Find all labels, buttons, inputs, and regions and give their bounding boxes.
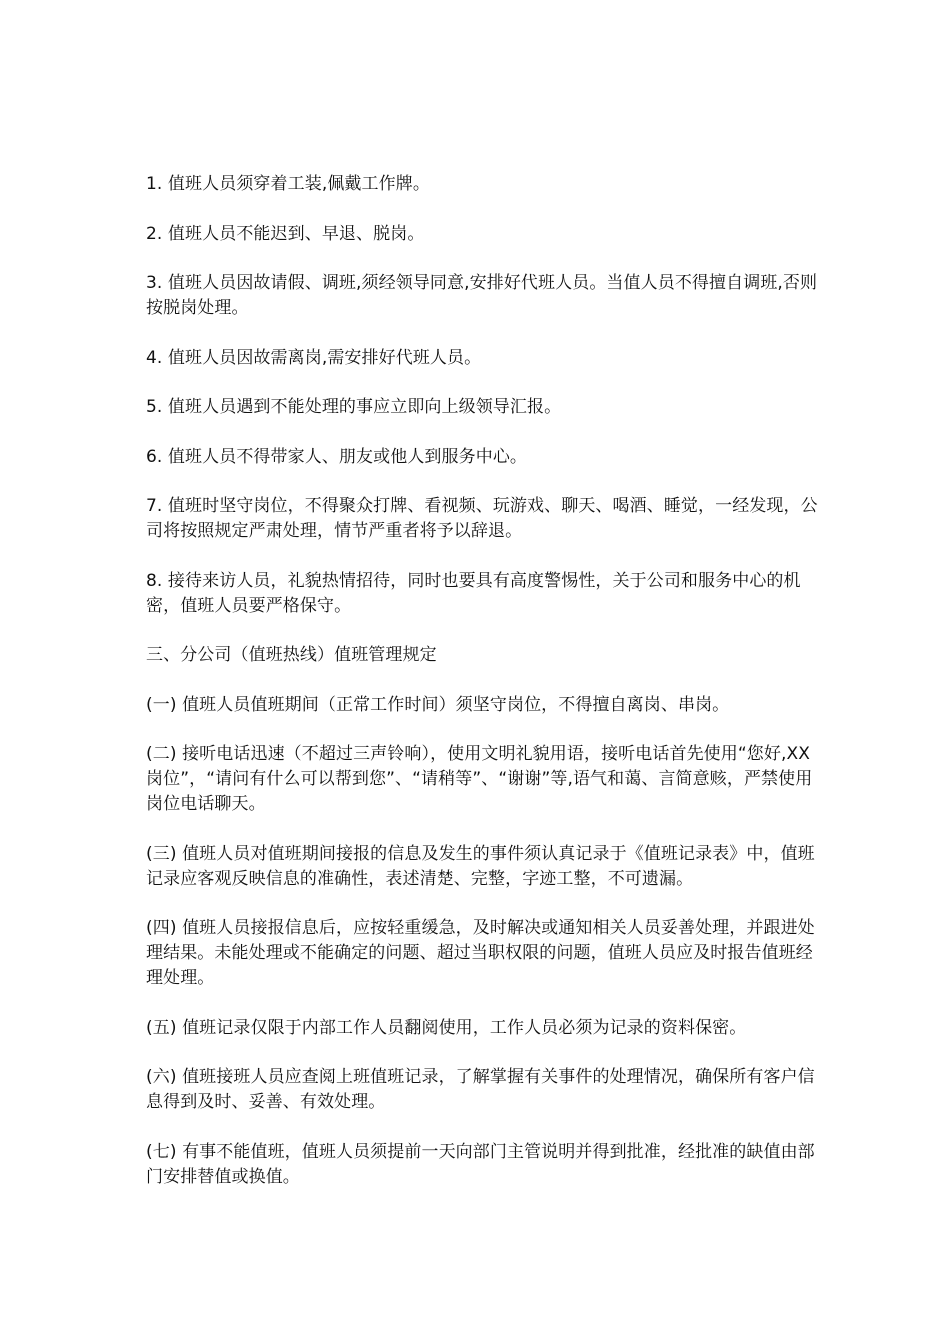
section-rule-1: (一) 值班人员值班期间（正常工作时间）须坚守岗位，不得擅自离岗、串岗。 xyxy=(146,694,730,715)
section-rule-5: (五) 值班记录仅限于内部工作人员翻阅使用，工作人员必须为记录的资料保密。 xyxy=(146,1017,747,1038)
section-rule-7: (七) 有事不能值班，值班人员须提前一天向部门主管说明并得到批准，经批准的缺值由部门安排替值或换值。 xyxy=(146,1141,815,1187)
section-rule-4: (四) 值班人员接报信息后，应按轻重缓急，及时解决或通知相关人员妥善处理，并跟进处理结果。未能处理或不能确定的问题、超过当职权限的问题，值班人员应及时报告值班经理处理。 xyxy=(146,918,815,988)
rule-item-7: 7. 值班时坚守岗位，不得聚众打牌、看视频、玩游戏、聊天、喝酒、睡觉，一经发现，公司将按照规定严肃处理，情节严重者将予以辞退。 xyxy=(146,496,818,541)
rule-item-2: 2. 值班人员不能迟到、早退、脱岗。 xyxy=(146,223,425,244)
rule-item-1: 1. 值班人员须穿着工装,佩戴工作牌。 xyxy=(146,174,430,194)
rule-item-3: 3. 值班人员因故请假、调班,须经领导同意,安排好代班人员。当值人员不得擅自调班,否则按脱岗处理。 xyxy=(146,273,818,318)
section-rule-2: (二) 接听电话迅速（不超过三声铃响），使用文明礼貌用语，接听电话首先使用“您好,XX岗位”，“请问有什么可以帮到您”、“请稍等”、“谢谢”等,语气和蔼、言简意赅，严禁使用岗位电话聊天。 xyxy=(146,744,813,814)
section-heading: 三、分公司（值班热线）值班管理规定 xyxy=(146,645,437,665)
rule-item-5: 5. 值班人员遇到不能处理的事应立即向上级领导汇报。 xyxy=(146,397,562,417)
section-rule-6: (六) 值班接班人员应查阅上班值班记录，了解掌握有关事件的处理情况，确保所有客户信息得到及时、妥善、有效处理。 xyxy=(146,1067,815,1112)
document-body xyxy=(146,172,818,1214)
section-rule-3: (三) 值班人员对值班期间接报的信息及发生的事件须认真记录于《值班记录表》中，值班记录应客观反映信息的准确性，表述清楚、完整，字迹工整，不可遗漏。 xyxy=(146,843,815,889)
rule-item-4: 4. 值班人员因故需离岗,需安排好代班人员。 xyxy=(146,347,482,368)
rule-item-8: 8. 接待来访人员，礼貌热情招待，同时也要具有高度警惕性，关于公司和服务中心的机密，值班人员要严格保守。 xyxy=(146,570,801,616)
rule-item-6: 6. 值班人员不得带家人、朋友或他人到服务中心。 xyxy=(146,446,528,467)
